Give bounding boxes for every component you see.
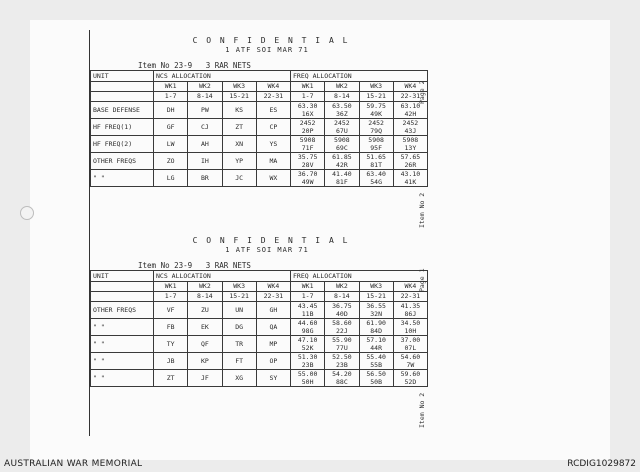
day-range: 1-7: [154, 292, 188, 302]
freq-code: 55B: [370, 361, 382, 369]
freq-cell: [359, 136, 393, 153]
freq-value: 59.75: [366, 102, 386, 110]
freq-code: 23B: [336, 361, 348, 369]
soi-subheading: 1 ATF SOI MAR 71: [225, 246, 309, 254]
ncs-cell: AH: [188, 136, 222, 153]
freq-cell: [291, 370, 325, 387]
week-label: WK3: [359, 282, 393, 292]
freq-cell: [359, 370, 393, 387]
freq-value: 43.45: [297, 302, 318, 310]
freq-code: 42R: [336, 161, 348, 169]
table-row: [91, 136, 428, 153]
freq-cell: [359, 153, 393, 170]
day-range: 8-14: [188, 92, 222, 102]
freq-value: 2452: [299, 119, 316, 127]
side-item-label: Item No 2: [418, 392, 426, 428]
ncs-cell: ZU: [188, 302, 222, 319]
day-range: 22-31: [393, 292, 427, 302]
unit-cell: " ": [91, 170, 154, 187]
freq-code: 79Q: [370, 127, 382, 135]
day-range: 15-21: [222, 92, 256, 102]
freq-cell: [291, 153, 325, 170]
ncs-cell: XG: [222, 370, 256, 387]
freq-code: 71F: [301, 144, 314, 152]
ncs-cell: DH: [154, 102, 188, 119]
freq-value: 56.50: [366, 370, 386, 378]
ncs-cell: WX: [256, 170, 290, 187]
freq-cell: [393, 302, 427, 319]
freq-cell: [359, 336, 393, 353]
blank-cell: [91, 282, 154, 292]
freq-value: 34.50: [400, 319, 421, 327]
item-label: Item No 23-9: [138, 261, 193, 270]
freq-cell: [359, 119, 393, 136]
freq-header: FREQ ALLOCATION: [291, 71, 428, 82]
ncs-cell: JB: [154, 353, 188, 370]
freq-code: 26R: [404, 161, 417, 169]
freq-code: 41K: [404, 178, 417, 186]
freq-code: 11B: [301, 310, 314, 318]
freq-value: 58.60: [332, 319, 352, 327]
ncs-cell: EK: [188, 319, 222, 336]
day-range: 22-31: [393, 92, 427, 102]
ncs-cell: MP: [256, 336, 290, 353]
unit-cell: OTHER FREQS: [91, 302, 154, 319]
freq-cell: [325, 319, 359, 336]
freq-value: 43.10: [400, 170, 421, 178]
freq-code: 7W: [406, 361, 415, 369]
item-label: Item No 23-9: [138, 61, 193, 70]
freq-cell: [393, 153, 427, 170]
week-label: WK2: [188, 82, 222, 92]
freq-cell: [291, 336, 325, 353]
freq-cell: [393, 170, 427, 187]
freq-code: 50B: [370, 378, 382, 386]
week-label: WK1: [154, 282, 188, 292]
table-row: [91, 353, 428, 370]
item-line: [138, 261, 428, 270]
ncs-cell: LW: [154, 136, 188, 153]
side-page-label: Page 2: [418, 80, 426, 104]
table-row: [91, 153, 428, 170]
ncs-cell: YS: [256, 136, 290, 153]
freq-code: 32N: [370, 310, 382, 318]
freq-code: 54G: [370, 178, 382, 186]
freq-cell: [359, 302, 393, 319]
unit-header: UNIT: [91, 71, 154, 82]
week-label: WK4: [256, 82, 290, 92]
day-range: 22-31: [256, 292, 290, 302]
freq-code: 28V: [301, 161, 314, 169]
ncs-cell: UN: [222, 302, 256, 319]
freq-code: 86J: [404, 310, 417, 318]
freq-code: 16X: [301, 110, 314, 118]
ncs-cell: QF: [188, 336, 222, 353]
freq-value: 55.00: [297, 370, 318, 378]
day-range: 15-21: [222, 292, 256, 302]
freq-code: 52K: [301, 344, 314, 352]
ncs-cell: ZT: [222, 119, 256, 136]
freq-cell: [325, 170, 359, 187]
freq-code: 69C: [336, 144, 348, 152]
day-range: 1-7: [154, 92, 188, 102]
day-range: 8-14: [325, 92, 359, 102]
table-row: [91, 319, 428, 336]
section-1: [90, 36, 428, 187]
week-label: WK2: [325, 282, 359, 292]
freq-value: 57.10: [366, 336, 386, 344]
freq-cell: [325, 136, 359, 153]
table-row: [91, 102, 428, 119]
freq-value: 51.65: [366, 153, 386, 161]
week-label: WK3: [359, 82, 393, 92]
ncs-cell: CJ: [188, 119, 222, 136]
ncs-cell: DG: [222, 319, 256, 336]
week-label: WK1: [291, 282, 325, 292]
freq-value: 5908: [299, 136, 316, 144]
day-range: 22-31: [256, 92, 290, 102]
freq-value: 63.50: [332, 102, 352, 110]
ncs-cell: TR: [222, 336, 256, 353]
week-label: WK3: [222, 282, 256, 292]
freq-value: 37.00: [400, 336, 421, 344]
freq-cell: [359, 319, 393, 336]
freq-cell: [393, 136, 427, 153]
freq-code: 52D: [404, 378, 417, 386]
freq-cell: [393, 102, 427, 119]
day-range: 15-21: [359, 292, 393, 302]
ncs-cell: SY: [256, 370, 290, 387]
freq-cell: [291, 136, 325, 153]
ncs-cell: CP: [256, 119, 290, 136]
ncs-cell: LG: [154, 170, 188, 187]
ncs-cell: JC: [222, 170, 256, 187]
freq-code: 95F: [370, 144, 382, 152]
ncs-cell: GH: [256, 302, 290, 319]
freq-value: 47.10: [297, 336, 318, 344]
day-range: 1-7: [291, 292, 325, 302]
unit-header: UNIT: [91, 271, 154, 282]
ncs-cell: XN: [222, 136, 256, 153]
freq-value: 51.30: [297, 353, 318, 361]
freq-cell: [393, 353, 427, 370]
punch-hole: [20, 206, 34, 220]
freq-cell: [359, 102, 393, 119]
freq-value: 44.60: [297, 319, 318, 327]
freq-code: 49K: [370, 110, 382, 118]
ncs-cell: KP: [188, 353, 222, 370]
freq-cell: [393, 336, 427, 353]
ncs-cell: PW: [188, 102, 222, 119]
allocation-table: [90, 270, 428, 387]
freq-value: 54.20: [332, 370, 352, 378]
ncs-cell: ES: [256, 102, 290, 119]
archive-id: RCDIG1029872: [567, 459, 636, 469]
blank-cell: [91, 292, 154, 302]
week-label: WK2: [325, 82, 359, 92]
unit-cell: HF FREQ(2): [91, 136, 154, 153]
freq-value: 2452: [334, 119, 350, 127]
freq-value: 41.35: [400, 302, 421, 310]
freq-cell: [359, 353, 393, 370]
freq-cell: [393, 319, 427, 336]
unit-cell: " ": [91, 319, 154, 336]
week-label: WK1: [291, 82, 325, 92]
freq-value: 2452: [402, 119, 419, 127]
table-row: [91, 302, 428, 319]
freq-value: 61.90: [366, 319, 386, 327]
blank-cell: [91, 92, 154, 102]
table-row: [91, 119, 428, 136]
freq-value: 36.70: [297, 170, 318, 178]
side-item-label: Item No 2: [418, 192, 426, 228]
freq-cell: [325, 336, 359, 353]
ncs-header: NCS ALLOCATION: [154, 271, 291, 282]
unit-cell: BASE DEFENSE: [91, 102, 154, 119]
unit-cell: " ": [91, 353, 154, 370]
freq-value: 5908: [368, 136, 384, 144]
day-range: 1-7: [291, 92, 325, 102]
freq-code: 07L: [404, 344, 417, 352]
freq-cell: [291, 353, 325, 370]
freq-code: 42H: [404, 110, 417, 118]
freq-value: 61.85: [332, 153, 352, 161]
freq-value: 36.55: [366, 302, 386, 310]
ncs-cell: KS: [222, 102, 256, 119]
ncs-cell: FB: [154, 319, 188, 336]
ncs-cell: MA: [256, 153, 290, 170]
week-label: WK1: [154, 82, 188, 92]
freq-code: 36Z: [336, 110, 348, 118]
ncs-cell: YP: [222, 153, 256, 170]
freq-value: 57.65: [400, 153, 421, 161]
freq-cell: [291, 170, 325, 187]
freq-value: 36.75: [332, 302, 352, 310]
ncs-cell: QA: [256, 319, 290, 336]
freq-value: 35.75: [297, 153, 318, 161]
blank-cell: [91, 82, 154, 92]
freq-code: 20P: [301, 127, 314, 135]
soi-subheading: 1 ATF SOI MAR 71: [225, 46, 309, 54]
freq-code: 43J: [404, 127, 417, 135]
freq-cell: [291, 119, 325, 136]
ncs-header: NCS ALLOCATION: [154, 71, 291, 82]
week-label: WK4: [393, 282, 427, 292]
freq-header: FREQ ALLOCATION: [291, 271, 428, 282]
week-label: WK4: [393, 82, 427, 92]
freq-code: 88C: [336, 378, 348, 386]
unit-cell: " ": [91, 370, 154, 387]
freq-value: 5908: [402, 136, 419, 144]
item-title: 3 RAR NETS: [205, 261, 251, 270]
confidential-heading: C O N F I D E N T I A L: [192, 236, 350, 245]
ncs-cell: BR: [188, 170, 222, 187]
freq-value: 63.10: [400, 102, 421, 110]
freq-code: 81F: [336, 178, 348, 186]
day-range: 15-21: [359, 92, 393, 102]
freq-cell: [291, 319, 325, 336]
ncs-cell: ZT: [154, 370, 188, 387]
week-label: WK2: [188, 282, 222, 292]
freq-cell: [325, 119, 359, 136]
week-label: WK3: [222, 82, 256, 92]
ncs-cell: FT: [222, 353, 256, 370]
freq-cell: [325, 370, 359, 387]
freq-value: 63.40: [366, 170, 386, 178]
week-label: WK4: [256, 282, 290, 292]
ncs-cell: IH: [188, 153, 222, 170]
day-range: 8-14: [188, 292, 222, 302]
ncs-cell: JF: [188, 370, 222, 387]
freq-value: 59.60: [400, 370, 421, 378]
freq-code: 81T: [370, 161, 382, 169]
freq-value: 54.60: [400, 353, 421, 361]
allocation-table: [90, 70, 428, 187]
ncs-cell: TY: [154, 336, 188, 353]
unit-cell: " ": [91, 336, 154, 353]
freq-cell: [325, 153, 359, 170]
freq-cell: [325, 302, 359, 319]
freq-code: 49W: [301, 178, 314, 186]
freq-value: 63.30: [297, 102, 318, 110]
freq-cell: [291, 302, 325, 319]
freq-cell: [325, 353, 359, 370]
table-row: [91, 170, 428, 187]
freq-value: 2452: [368, 119, 384, 127]
freq-code: 77U: [336, 344, 348, 352]
table-row: [91, 336, 428, 353]
ncs-cell: GF: [154, 119, 188, 136]
freq-code: 44R: [370, 344, 382, 352]
freq-code: 13Y: [404, 144, 417, 152]
freq-cell: [325, 102, 359, 119]
freq-code: 10H: [404, 327, 417, 335]
freq-value: 55.90: [332, 336, 352, 344]
freq-cell: [393, 119, 427, 136]
freq-cell: [359, 170, 393, 187]
day-range: 8-14: [325, 292, 359, 302]
freq-value: 41.40: [332, 170, 352, 178]
item-line: [138, 61, 428, 70]
freq-cell: [291, 102, 325, 119]
table-row: [91, 370, 428, 387]
freq-cell: [393, 370, 427, 387]
archive-credit: AUSTRALIAN WAR MEMORIAL: [4, 459, 143, 469]
freq-value: 52.50: [332, 353, 352, 361]
unit-cell: HF FREQ(1): [91, 119, 154, 136]
freq-code: 98G: [301, 327, 314, 335]
ncs-cell: OP: [256, 353, 290, 370]
freq-code: 40D: [336, 310, 348, 318]
freq-code: 23B: [301, 361, 314, 369]
unit-cell: OTHER FREQS: [91, 153, 154, 170]
section-2: [90, 236, 428, 387]
freq-code: 84D: [370, 327, 382, 335]
freq-value: 5908: [334, 136, 350, 144]
ncs-cell: ZO: [154, 153, 188, 170]
freq-code: 22J: [336, 327, 348, 335]
ncs-cell: VF: [154, 302, 188, 319]
freq-value: 55.40: [366, 353, 386, 361]
freq-code: 67U: [336, 127, 348, 135]
confidential-heading: C O N F I D E N T I A L: [192, 36, 350, 45]
freq-code: 50H: [301, 378, 314, 386]
item-title: 3 RAR NETS: [205, 61, 251, 70]
side-page-label: Page 1: [418, 268, 426, 292]
